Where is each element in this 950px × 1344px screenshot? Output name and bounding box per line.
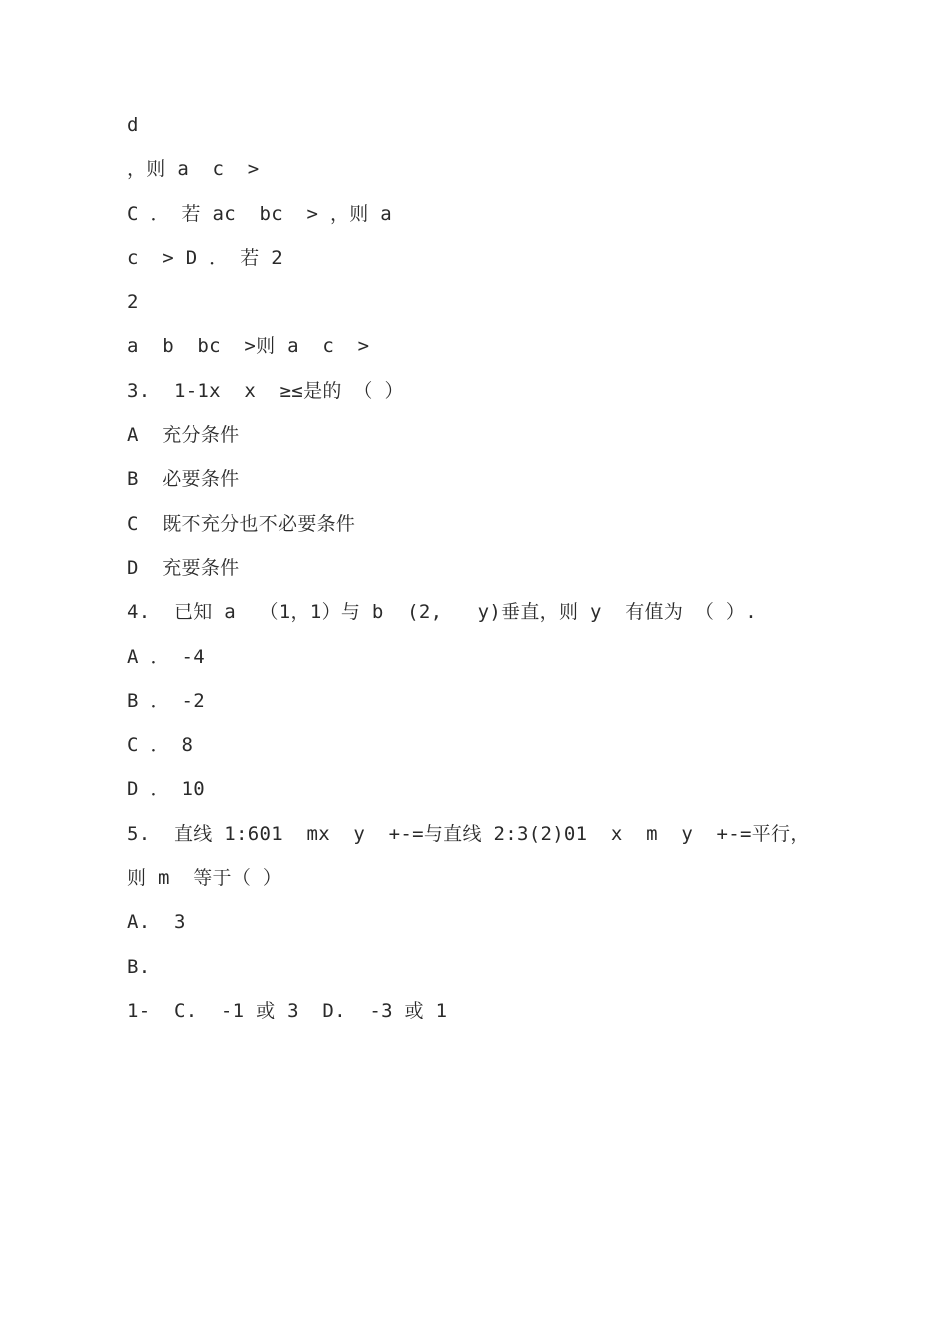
- option-line: 1- C. -1 或 3 D. -3 或 1: [127, 999, 448, 1022]
- option-line: A 充分条件: [127, 424, 240, 447]
- text-line: d: [127, 114, 139, 136]
- question-5-continued: 则 m 等于（ ）: [127, 867, 283, 890]
- option-line: C ． 8: [127, 734, 194, 757]
- option-line: B.: [127, 955, 151, 978]
- option-line: C 既不充分也不必要条件: [127, 512, 356, 535]
- question-4: 4. 已知 a （1，1）与 b (2, y)垂直，则 y 有值为 （ ）.: [127, 601, 757, 624]
- option-line: D ． 10: [127, 778, 205, 801]
- document-text-block: [127, 109, 887, 1039]
- question-5: 5. 直线 1:601 mx y +-=与直线 2:3(2)01 x m y +-=平行，: [127, 822, 810, 845]
- text-line: a b bc >则 a c >: [127, 335, 370, 358]
- option-line: B ． -2: [127, 689, 205, 712]
- option-line: D 充要条件: [127, 556, 240, 579]
- text-line: ，则 a c >: [127, 158, 260, 181]
- option-line: A. 3: [127, 911, 186, 934]
- option-line: A ． -4: [127, 645, 205, 668]
- text-line: 2: [127, 291, 139, 314]
- option-line: B 必要条件: [127, 468, 240, 491]
- option-line: c > D ． 若 2: [127, 246, 283, 269]
- option-line: C ． 若 ac bc > ，则 a: [127, 202, 393, 225]
- question-3: 3. 1-1x x ≥≤是的 （ ）: [127, 379, 404, 402]
